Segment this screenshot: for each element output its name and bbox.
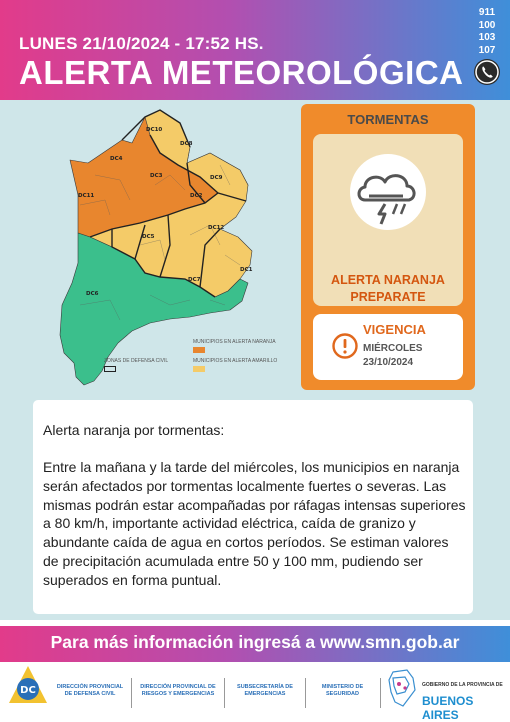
phone-icon (474, 59, 500, 85)
vigencia-panel (313, 314, 463, 380)
phone-number: 103 (478, 32, 496, 43)
alert-level (313, 272, 463, 306)
divider (305, 678, 306, 708)
map-label: DC4 (110, 156, 123, 162)
description-intro: Alerta naranja por tormentas: (43, 422, 225, 438)
divider (224, 678, 225, 708)
vigencia-date: 23/10/2024 (363, 357, 414, 368)
org-ministerio: MINISTERIO DE SEGURIDAD (321, 684, 364, 697)
legend-amarillo-swatch (193, 366, 205, 372)
page-title: ALERTA METEOROLÓGICA (19, 54, 464, 91)
buenos-aires-province-logo-icon (385, 668, 419, 708)
gob-province-name: BUENOS AIRES (422, 694, 474, 722)
description-card (33, 400, 473, 614)
phone-number: 100 (478, 19, 496, 31)
alert-level-line1: ALERTA NARANJA (331, 273, 445, 287)
map-label: DC6 (86, 291, 99, 297)
footer-info-link[interactable]: Para más información ingresá a www.smn.gob.ar (50, 632, 460, 652)
alert-datetime: LUNES 21/10/2024 - 17:52 HS. (19, 34, 264, 53)
legend-zonas-label: ZONAS DE DEFENSA CIVIL (104, 358, 169, 364)
map-label: DC12 (208, 225, 225, 231)
legend-zonas-swatch (104, 366, 116, 372)
map-label: DC1 (240, 267, 253, 273)
map-label: DC3 (150, 173, 163, 179)
storm-cloud-icon (343, 152, 433, 232)
warning-circle-icon (331, 332, 359, 360)
legend-naranja-swatch (193, 347, 205, 353)
alert-type: TORMENTAS (347, 112, 429, 127)
map-label: DC11 (78, 193, 95, 199)
org-riesgos-emergencias: DIRECCIÓN PROVINCIAL DE RIESGOS Y EMERGENCIAS (140, 684, 216, 697)
vigencia-title: VIGENCIA (363, 322, 426, 337)
org-defensa-civil: DIRECCIÓN PROVINCIAL DE DEFENSA CIVIL (56, 684, 124, 697)
map-label: DC7 (188, 277, 201, 283)
legend-amarillo-label: MUNICIPIOS EN ALERTA AMARILLO (193, 358, 278, 364)
map-label: DC2 (190, 193, 203, 199)
org-subsecretaria: SUBSECRETARÍA DE EMERGENCIAS (237, 684, 293, 697)
map-label: DC9 (210, 175, 223, 181)
divider (380, 678, 381, 708)
alert-icon-panel (313, 134, 463, 306)
map-label: DC10 (146, 127, 163, 133)
alert-panel (301, 104, 475, 390)
description-body: Entre la mañana y la tarde del miércoles, los municipios en naranja serán afectados por tormentas localmente fuertes o severas. Las mismas podrán estar acompañadas por ráfagas intensas superiores a 80 km/h, importante actividad eléctrica, caída de granizo y abundante caída de agua en cortos períodos. Se estiman valores de precipitación acumulada entre 50 y 100 mm, pudiendo ser superados en forma puntual. (43, 459, 466, 588)
divider (131, 678, 132, 708)
gob-province-label: GOBIERNO DE LA PROVINCIA DE (422, 682, 503, 688)
legend-naranja-label: MUNICIPIOS EN ALERTA NARANJA (193, 339, 276, 345)
province-map (50, 105, 295, 390)
alert-level-line2: PREPARATE (350, 290, 426, 304)
defensa-civil-logo-icon (8, 665, 48, 709)
map-label: DC5 (142, 234, 155, 240)
phone-number: 107 (478, 44, 496, 56)
vigencia-day: MIÉRCOLES (363, 343, 423, 354)
dc-logo-text: DC (20, 685, 36, 696)
map-label: DC8 (180, 141, 193, 147)
phone-number: 911 (478, 7, 496, 18)
emergency-phone-list (470, 7, 504, 57)
